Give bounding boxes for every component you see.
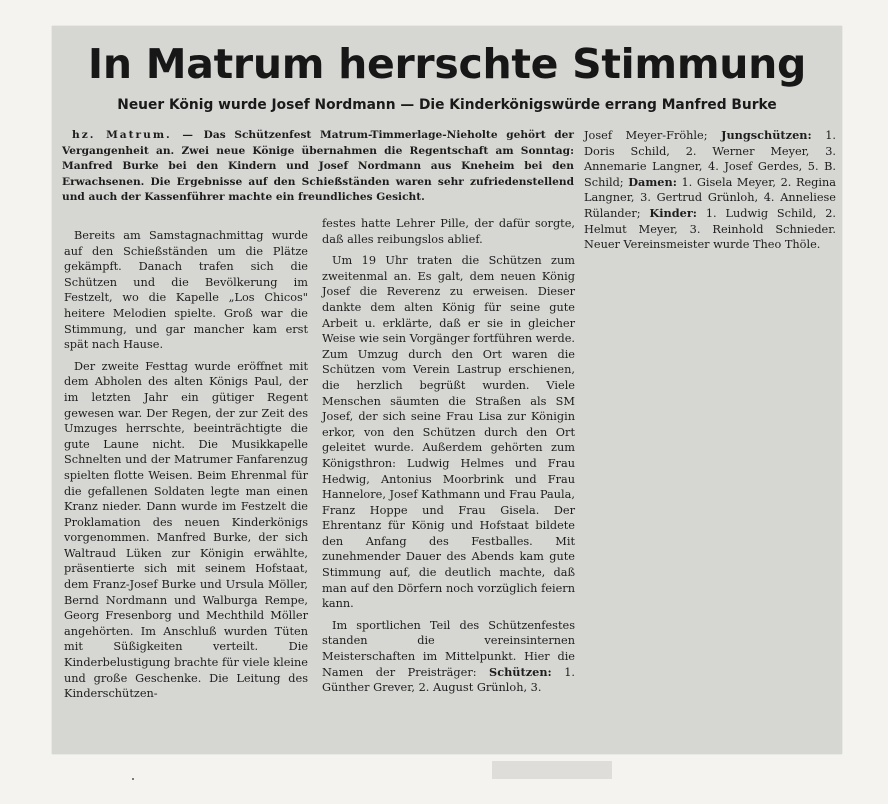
article-column-3	[584, 128, 836, 259]
results-text: 1. Günther Grever, 2. August Grünloh, 3.	[322, 665, 576, 695]
results-text: Josef Meyer-Fröhle;	[584, 129, 722, 142]
lead-body: Das Schützenfest Matrum-Timmerlage-Nieholte gehört der Vergangenheit an. Zwei neue Könige übernahmen die Regentschaft am Sonntag: Manfred Burke bei den Kindern und Josef Nordmann aus Kneheim bei den Erwachsenen. Die Ergebnisse auf den Schießständen waren sehr zufriedenstellend und auch der Kassenführer machte ein freundliches Gesicht.	[62, 129, 574, 204]
paragraph: festes hatte Lehrer Pille, der dafür sorgte, daß alles reibungslos ablief.	[322, 217, 575, 246]
headline: In Matrum herrschte Stimmung	[87, 40, 807, 88]
lead-text	[62, 128, 574, 206]
results-label-kinder: Kinder:	[649, 205, 697, 220]
newspaper-clipping	[52, 26, 842, 754]
paragraph: Der zweite Festtag wurde eröffnet mit dem Abholen des alten Königs Paul, der im letzten Jahr ein gütiger Regent gewesen war. Der Regen, der zur Zeit des Umzuges herrschte, beeinträchtigte die gute Laune nicht. Die Musikkapelle Schnelten und der Matrumer Fanfarenzug spielten flotte Weisen. Beim Ehrenmal für die gefallenen Soldaten legte man einen Kranz nieder. Dann wurde im Festzelt die Proklamation des neuen Kinderkönigs vorgenommen. Manfred Burke, der sich Waltraud Lüken zur Königin erwählte, präsentierte sich mit seinem Hofstaat, dem Franz-Josef Burke und Ursula Möller, Bernd Nordmann und Walburga Rempe, Georg Fresenborg und Mechthild Möller angehörten. Im Anschluß wurden Tüten mit Süßigkeiten verteilt. Die Kinderbelustigung brachte für viele kleine und große Geschenke. Die Leitung des Kinderschützen-	[64, 359, 308, 701]
paper-speck	[132, 778, 134, 780]
results-intro: Im sportlichen Teil des Schützenfestes standen die vereinsinternen Meisterschaften im Mittelpunkt. Hier die Namen der Preisträger:	[322, 618, 575, 679]
lead-paragraph	[62, 128, 574, 212]
results-label-schuetzen: Schützen:	[489, 664, 552, 679]
results-label-jungschuetzen: Jungschützen:	[721, 128, 812, 142]
article-column-1	[64, 228, 308, 708]
results-paragraph	[322, 618, 575, 696]
results-text: 1. Gisela Meyer, 2. Regina Langner, 3. Gertrud Grünloh, 4. Anneliese Rülander;	[584, 175, 836, 220]
results-continued	[584, 128, 836, 253]
subheadline: Neuer König wurde Josef Nordmann — Die Kinderkönigswürde errang Manfred Burke	[117, 97, 777, 113]
paper-smudge	[492, 761, 612, 779]
paragraph: Bereits am Samstagnachmittag wurde auf den Schießständen um die Plätze gekämpft. Danach trafen sich die Schützen und die Bevölkerung im Festzelt, wo die Kapelle „Los Chicos" heitere Melodien spielte. Groß war die Stimmung, und gar mancher kam erst spät nach Hause.	[64, 229, 308, 352]
article-column-2	[322, 216, 575, 702]
paragraph: Um 19 Uhr traten die Schützen zum zweitenmal an. Es galt, dem neuen König Josef die Reverenz zu erweisen. Dieser dankte dem alten König für seine gute Arbeit u. erklärte, daß er sie in gleicher Weise wie sein Vorgänger fortführen werde. Zum Umzug durch den Ort waren die Schützen vom Verein Lastrup erschienen, die herzlich begrüßt wurden. Viele Menschen säumten die Straßen als SM Josef, der sich seine Frau Lisa zur Königin erkor, von den Schützen durch den Ort geleitet wurde. Außerdem gehörten zum Königsthron: Ludwig Helmes und Frau Hedwig, Antonius Moorbrink und Frau Hannelore, Josef Kathmann und Frau Paula, Franz Hoppe und Frau Gisela. Der Ehrentanz für König und Hofstaat bildete den Anfang des Festballes. Mit zunehmender Dauer des Abends kam gute Stimmung auf, die deutlich machte, daß man auf den Dörfern noch vorzüglich feiern kann.	[322, 254, 575, 611]
results-text: 1. Doris Schild, 2. Werner Meyer, 3. Annemarie Langner, 4. Josef Gerdes, 5. B. Schild;	[584, 129, 836, 189]
dateline: hz. Matrum. —	[72, 129, 195, 141]
results-text: 1. Ludwig Schild, 2. Helmut Meyer, 3. Reinhold Schnieder. Neuer Vereinsmeister wurde Theo Thöle.	[584, 206, 836, 252]
results-label-damen: Damen:	[628, 174, 677, 189]
